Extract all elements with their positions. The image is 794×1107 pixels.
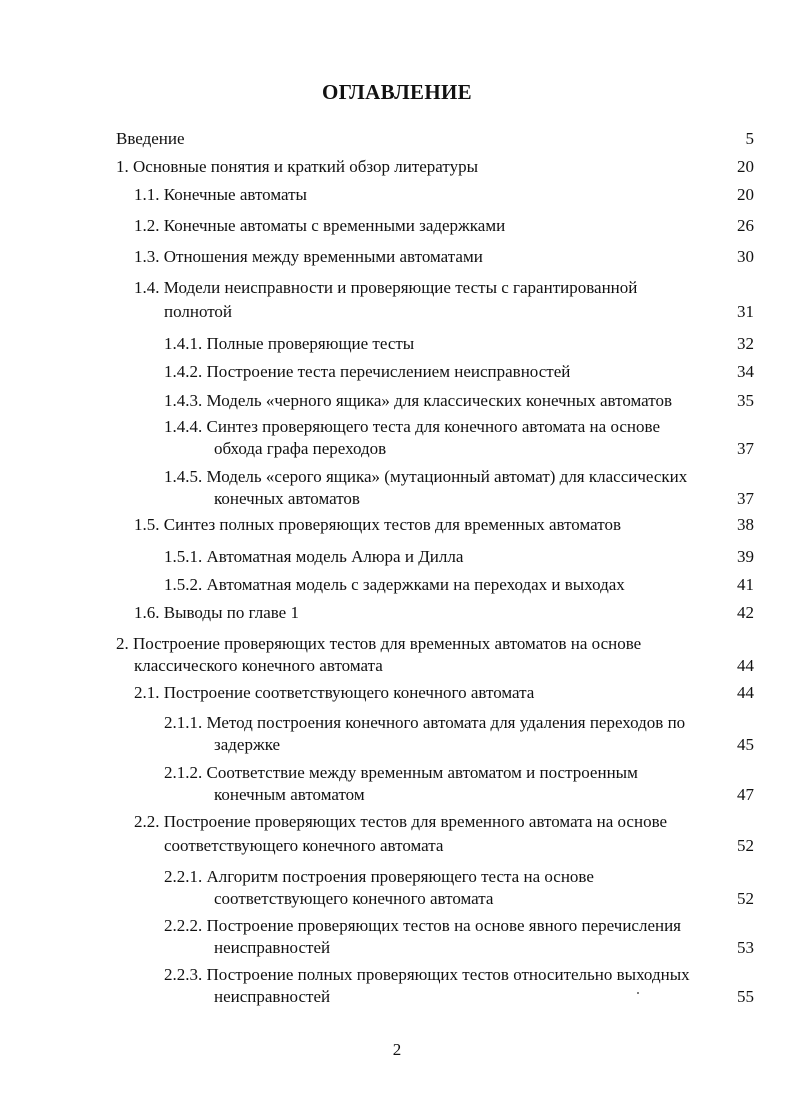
toc-entry-title: 1.5.1. Автоматная модель Алюра и Дилла — [164, 547, 464, 566]
toc-entry-page: 35 — [737, 391, 754, 410]
toc-title: ОГЛАВЛЕНИЕ — [322, 80, 472, 104]
toc-entry-title-continued: задержке — [214, 735, 281, 754]
toc-entry-title: 1.2. Конечные автоматы с временными задержками — [134, 216, 506, 235]
toc-entry-title: 1.4.4. Синтез проверяющего теста для конечного автомата на основе — [164, 417, 660, 436]
toc-entry-page: 32 — [737, 334, 754, 353]
toc-entry-title-continued: неисправностей — [214, 987, 331, 1006]
toc-entry-title: 2.1.2. Соответствие между временным автоматом и построенным — [164, 763, 638, 782]
toc-entry-title: 1.4.5. Модель «серого ящика» (мутационный автомат) для классических — [164, 467, 688, 486]
toc-entry-title-continued: классического конечного автомата — [134, 656, 383, 675]
toc-entry-title: 1.1. Конечные автоматы — [134, 185, 307, 204]
toc-entry-page: 5 — [745, 129, 754, 148]
toc-entry-title-continued: конечным автоматом — [214, 785, 365, 804]
toc-entry-page: 52 — [737, 836, 754, 855]
toc-entry-page: 37 — [737, 439, 754, 458]
toc-entry-title: 1. Основные понятия и краткий обзор литературы — [116, 157, 479, 176]
toc-entry-page: 34 — [737, 362, 754, 381]
toc-entry-page: 20 — [737, 157, 754, 176]
toc-entry-page: 44 — [737, 683, 754, 702]
toc-entry-page: 39 — [737, 547, 754, 566]
toc-entry-page: 20 — [737, 185, 754, 204]
toc-entry-page: 53 — [737, 938, 754, 957]
toc-entry-title: Введение — [116, 129, 185, 148]
toc-entry-title: 2.2.1. Алгоритм построения проверяющего теста на основе — [164, 867, 594, 886]
toc-entry-title: 1.6. Выводы по главе 1 — [134, 603, 299, 622]
toc-entry-title-continued: соответствующего конечного автомата — [214, 889, 494, 908]
toc-entry-title: 2.2.2. Построение проверяющих тестов на основе явного перечисления — [164, 916, 682, 935]
toc-entry-page: 30 — [737, 247, 754, 266]
toc-entry-page: 26 — [737, 216, 754, 235]
toc-entry-title: 1.4. Модели неисправности и проверяющие тесты с гарантированной — [134, 278, 638, 297]
toc-entry-title: 2.1.1. Метод построения конечного автомата для удаления переходов по — [164, 713, 686, 732]
toc-entry-title-continued: неисправностей — [214, 938, 331, 957]
toc-entry-page: 42 — [737, 603, 754, 622]
toc-entry-title: 1.3. Отношения между временными автоматами — [134, 247, 483, 266]
toc-entry-title-continued: полнотой — [164, 302, 233, 321]
toc-entry-page: 41 — [737, 575, 754, 594]
toc-entry-page: 31 — [737, 302, 754, 321]
toc-entry-title: 2.2. Построение проверяющих тестов для временного автомата на основе — [134, 812, 668, 831]
toc-entry-page: 37 — [737, 489, 754, 508]
toc-entry-title: 1.5. Синтез полных проверяющих тестов для временных автоматов — [134, 515, 621, 534]
toc-entry-title-continued: обхода графа переходов — [214, 439, 387, 458]
page-number: 2 — [392, 1040, 402, 1059]
toc-entry-page: 47 — [737, 785, 754, 804]
toc-entry-title: 1.4.2. Построение теста перечислением неисправностей — [164, 362, 571, 381]
scan-speck — [637, 992, 639, 994]
toc-entry-page: 38 — [737, 515, 754, 534]
toc-entry-title: 2. Построение проверяющих тестов для временных автоматов на основе — [116, 634, 642, 653]
toc-entry-title-continued: соответствующего конечного автомата — [164, 836, 444, 855]
toc-entry-title: 2.1. Построение соответствующего конечного автомата — [134, 683, 535, 702]
toc-entry-page: 55 — [737, 987, 754, 1006]
toc-entry-title-continued: конечных автоматов — [214, 489, 360, 508]
toc-entry-title: 1.4.3. Модель «черного ящика» для классических конечных автоматов — [164, 391, 672, 410]
toc-entry-title: 1.4.1. Полные проверяющие тесты — [164, 334, 415, 353]
toc-entry-page: 45 — [737, 735, 754, 754]
toc-entry-title: 2.2.3. Построение полных проверяющих тестов относительно выходных — [164, 965, 690, 984]
toc-entry-page: 52 — [737, 889, 754, 908]
toc-entry-page: 44 — [737, 656, 754, 675]
toc-entry-title: 1.5.2. Автоматная модель с задержками на переходах и выходах — [164, 575, 625, 594]
